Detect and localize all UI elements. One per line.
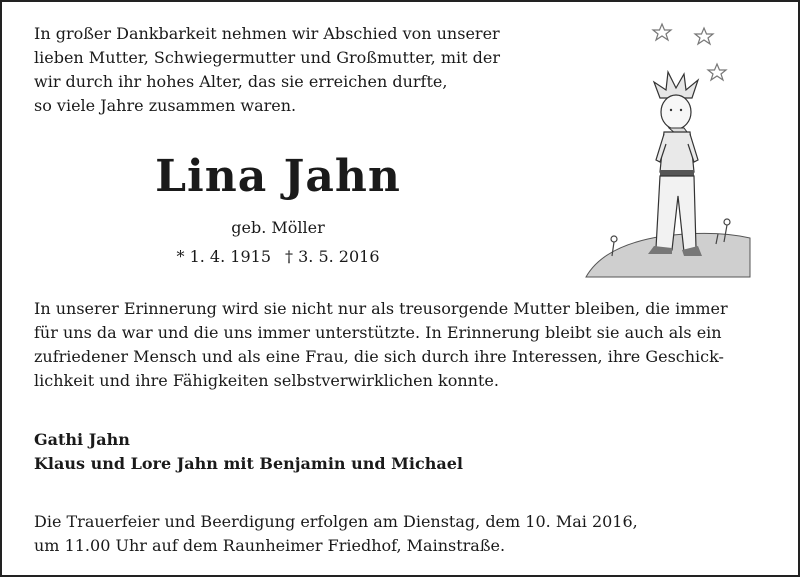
death-date: † 3. 5. 2016 xyxy=(285,247,380,266)
star-icon xyxy=(653,24,671,40)
star-icons xyxy=(653,24,726,80)
deceased-name: Lina Jahn xyxy=(155,151,401,202)
funeral-info: Die Trauerfeier und Beerdigung erfolgen am Dienstag, dem 10. Mai 2016, um 11.00 Uhr auf dem Raunheimer Friedhof, Mainstraße. xyxy=(34,512,638,555)
birth-date: * 1. 4. 1915 xyxy=(176,247,271,266)
memory-text: In unserer Erinnerung wird sie nicht nur als treusorgende Mutter bleiben, die immer für uns da war und die uns immer unterstützte. In Erinnerung bleibt sie auch als ein zufriedener Mensch und als eine Frau, die sich durch ihre Interessen, ihre Geschick- lichkeit und ihre Fähigkeiten selbstverwirklichen konnte. xyxy=(34,299,728,390)
signer: Klaus und Lore Jahn mit Benjamin und Michael xyxy=(34,454,463,473)
intro-text: In großer Dankbarkeit nehmen wir Abschied von unserer lieben Mutter, Schwiegermutter und Großmutter, mit der wir durch ihr hohes Alter, das sie erreichen durfte, so viele Jahre zusammen waren. xyxy=(34,24,501,115)
little-prince-on-planet-icon xyxy=(584,20,754,282)
life-dates xyxy=(2,246,554,268)
birth-name: geb. Möller xyxy=(231,218,325,237)
star-icon xyxy=(708,64,726,80)
star-icon xyxy=(695,28,713,44)
signer: Gathi Jahn xyxy=(34,430,130,449)
signers xyxy=(34,428,463,476)
